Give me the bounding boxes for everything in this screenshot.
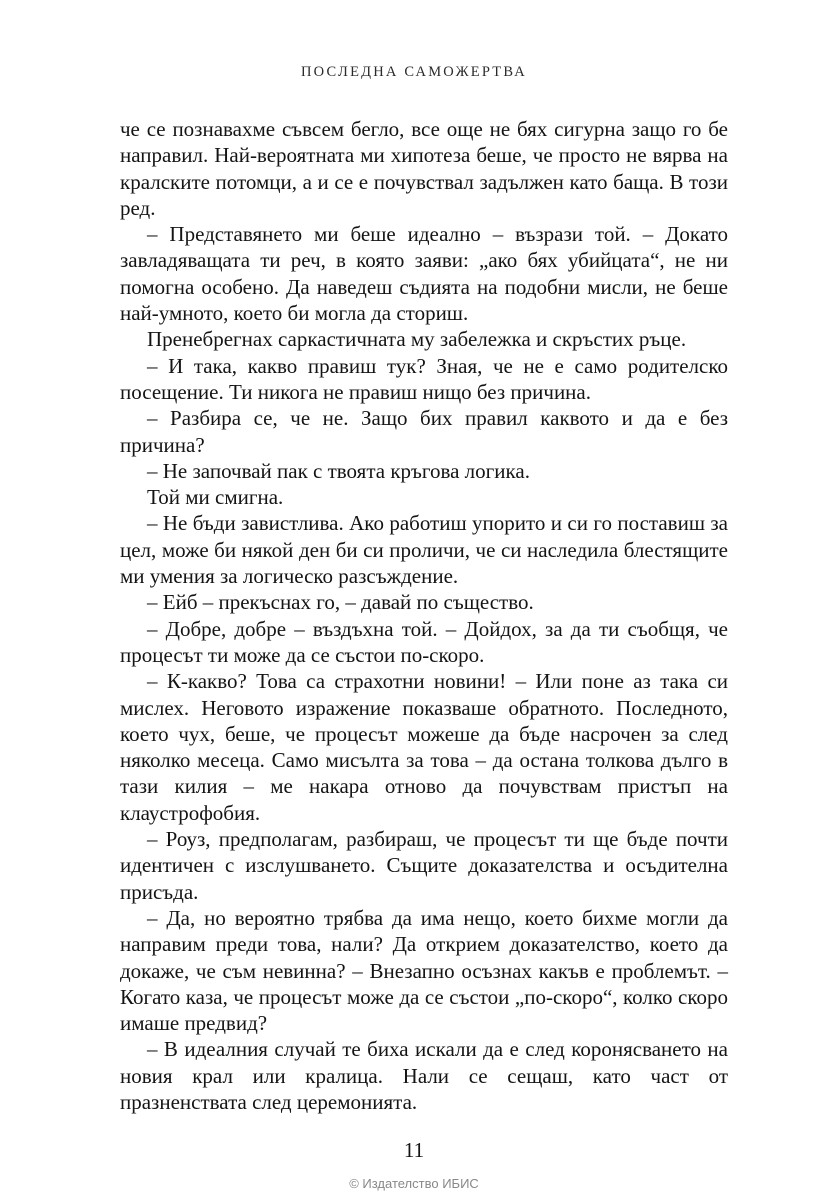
paragraph: че се познавахме съвсем бегло, все още не бях сигурна защо го бе направил. Най-вероятната ми хипотеза беше, че просто не вярва на кралските потомци, а и се е почувствал задължен като баща. В този ред.	[120, 117, 728, 220]
paragraph: – Ейб – прекъснах го, – давай по същество.	[147, 590, 534, 615]
paragraph: – Добре, добре – въздъхна той. – Дойдох, за да ти съобщя, че процесът ти може да се състои по-скоро.	[120, 616, 728, 667]
paragraph: – В идеалния случай те биха искали да е след коронясването на новия крал или кралица. Нали се сещаш, като част от празненствата след церемонията.	[120, 1037, 728, 1114]
copyright-notice: © Издателство ИБИС	[349, 1176, 479, 1191]
paragraph: Пренебрегнах саркастичната му забележка и скръстих ръце.	[147, 327, 687, 352]
paragraph: – Разбира се, че не. Защо бих правил каквото и да е без причина?	[120, 406, 728, 457]
paragraph: – И така, какво правиш тук? Зная, че не е само родителско посещение. Ти никога не правиш нищо без причина.	[120, 353, 728, 404]
paragraph: Той ми смигна.	[147, 485, 284, 510]
paragraph: – Роуз, предполагам, разбираш, че процесът ти ще бъде почти идентичен с изслушването. Същите доказателства и осъдителна присъда.	[120, 827, 728, 904]
running-head-title: ПОСЛЕДНА САМОЖЕРТВА	[301, 64, 527, 80]
paragraph: – Не бъди завистлива. Ако работиш упорито и си го поставиш за цел, може би някой ден би си проличи, че си наследила блестящите ми умения за логическо разсъждение.	[120, 511, 728, 589]
page-number: 11	[403, 1138, 425, 1162]
paragraph: – Да, но вероятно трябва да има нещо, което бихме могли да направим преди това, нали? Да открием доказателство, което да докаже, че съм невинна? – Внезапно осъзнах какъв е проблемът. – Когато каза, че процесът може да се състои „по-скоро“, колко скоро имаше предвид?	[120, 905, 728, 1036]
paragraph: – Представянето ми беше идеално – възрази той. – Докато завладяващата ти реч, в която заяви: „ако бях убийцата“, не ни помогна особено. Да наведеш съдията на подобни мисли, не беше най-умното, което би могла да сториш.	[120, 222, 728, 326]
paragraph: – К-какво? Това са страхотни новини! – Или поне аз така си мислех. Неговото изражение показваше обратното. Последното, което чух, беше, че процесът можеше да бъде насрочен за след няколко месеца. Само мисълта за това – да остана толкова дълго в тази килия – ме накара отново да почувствам пристъп на клаустрофобия.	[120, 669, 728, 825]
paragraph: – Не започвай пак с твоята кръгова логика.	[147, 458, 530, 483]
body-text	[120, 116, 728, 1115]
